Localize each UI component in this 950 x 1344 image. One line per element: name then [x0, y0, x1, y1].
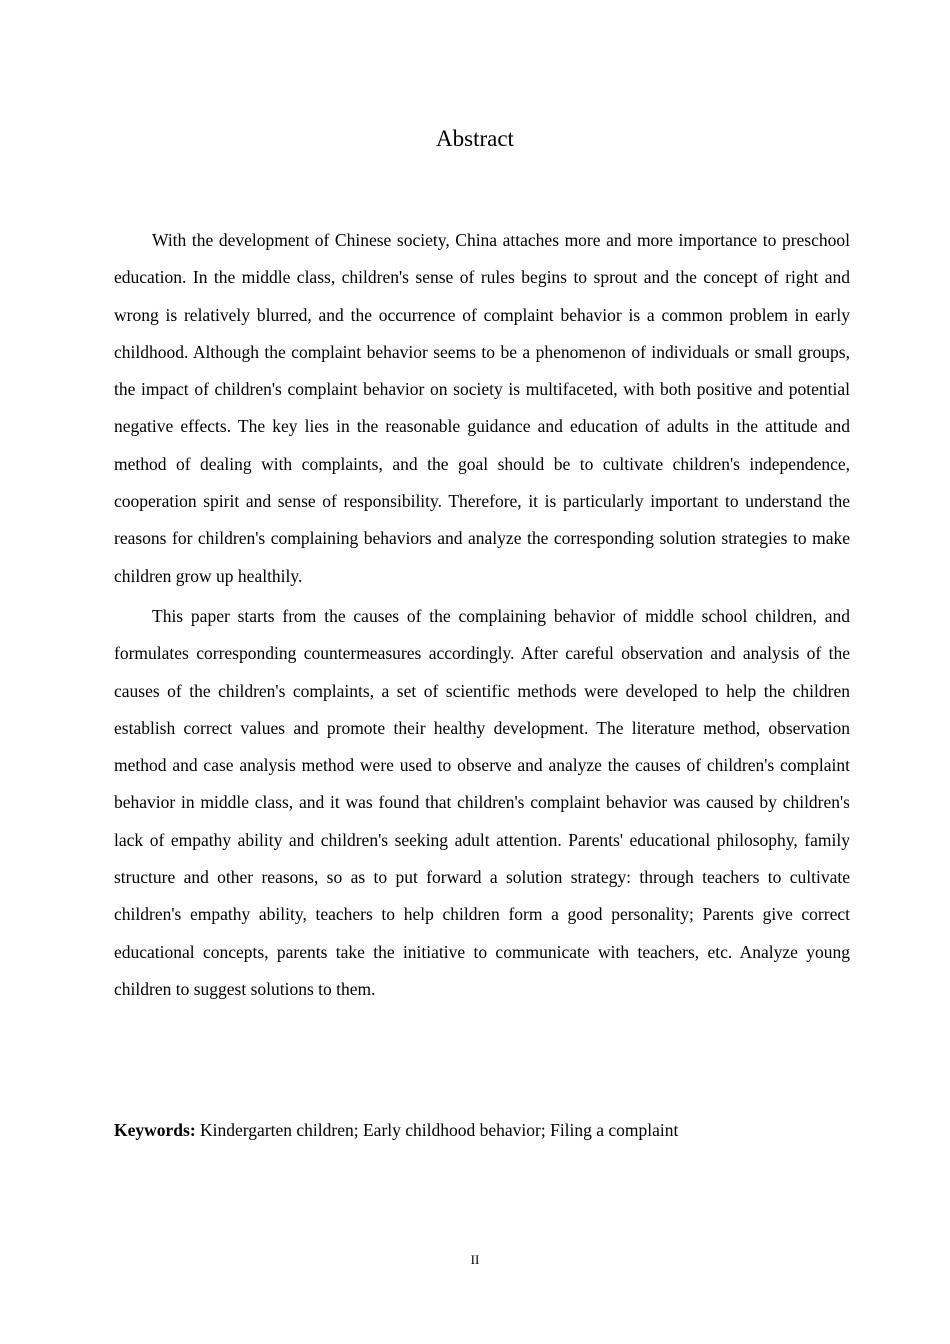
- keywords-line: [114, 1117, 850, 1143]
- page-number: II: [470, 1252, 480, 1267]
- abstract-paragraph-2: This paper starts from the causes of the complaining behavior of middle school children, and formulates corresponding countermeasures accordingly. After careful observation and analysis of the causes of the children's complaints, a set of scientific methods were developed to help the children establish correct values and promote their healthy development. The literature method, observation method and case analysis method were used to observe and analyze the causes of children's complaint behavior in middle class, and it was found that children's complaint behavior was caused by children's lack of empathy ability and children's seeking adult attention. Parents' educational philosophy, family structure and other reasons, so as to put forward a solution strategy: through teachers to cultivate children's empathy ability, teachers to help children form a good personality; Parents give correct educational concepts, parents take the initiative to communicate with teachers, etc. Analyze young children to suggest solutions to them.: [114, 605, 850, 999]
- keywords-label: Keywords:: [114, 1120, 196, 1140]
- page-title: Abstract: [436, 126, 514, 151]
- keywords-text: Kindergarten children; Early childhood behavior; Filing a complaint: [200, 1120, 679, 1140]
- abstract-body: [114, 222, 850, 1011]
- abstract-paragraph-1: With the development of Chinese society, China attaches more and more importance to preschool education. In the middle class, children's sense of rules begins to sprout and the concept of right and wrong is relatively blurred, and the occurrence of complaint behavior is a common problem in early childhood. Although the complaint behavior seems to be a phenomenon of individuals or small groups, the impact of children's complaint behavior on society is multifaceted, with both positive and potential negative effects. The key lies in the reasonable guidance and education of adults in the attitude and method of dealing with complaints, and the goal should be to cultivate children's independence, cooperation spirit and sense of responsibility. Therefore, it is particularly important to understand the reasons for children's complaining behaviors and analyze the corresponding solution strategies to make children grow up healthily.: [114, 230, 850, 586]
